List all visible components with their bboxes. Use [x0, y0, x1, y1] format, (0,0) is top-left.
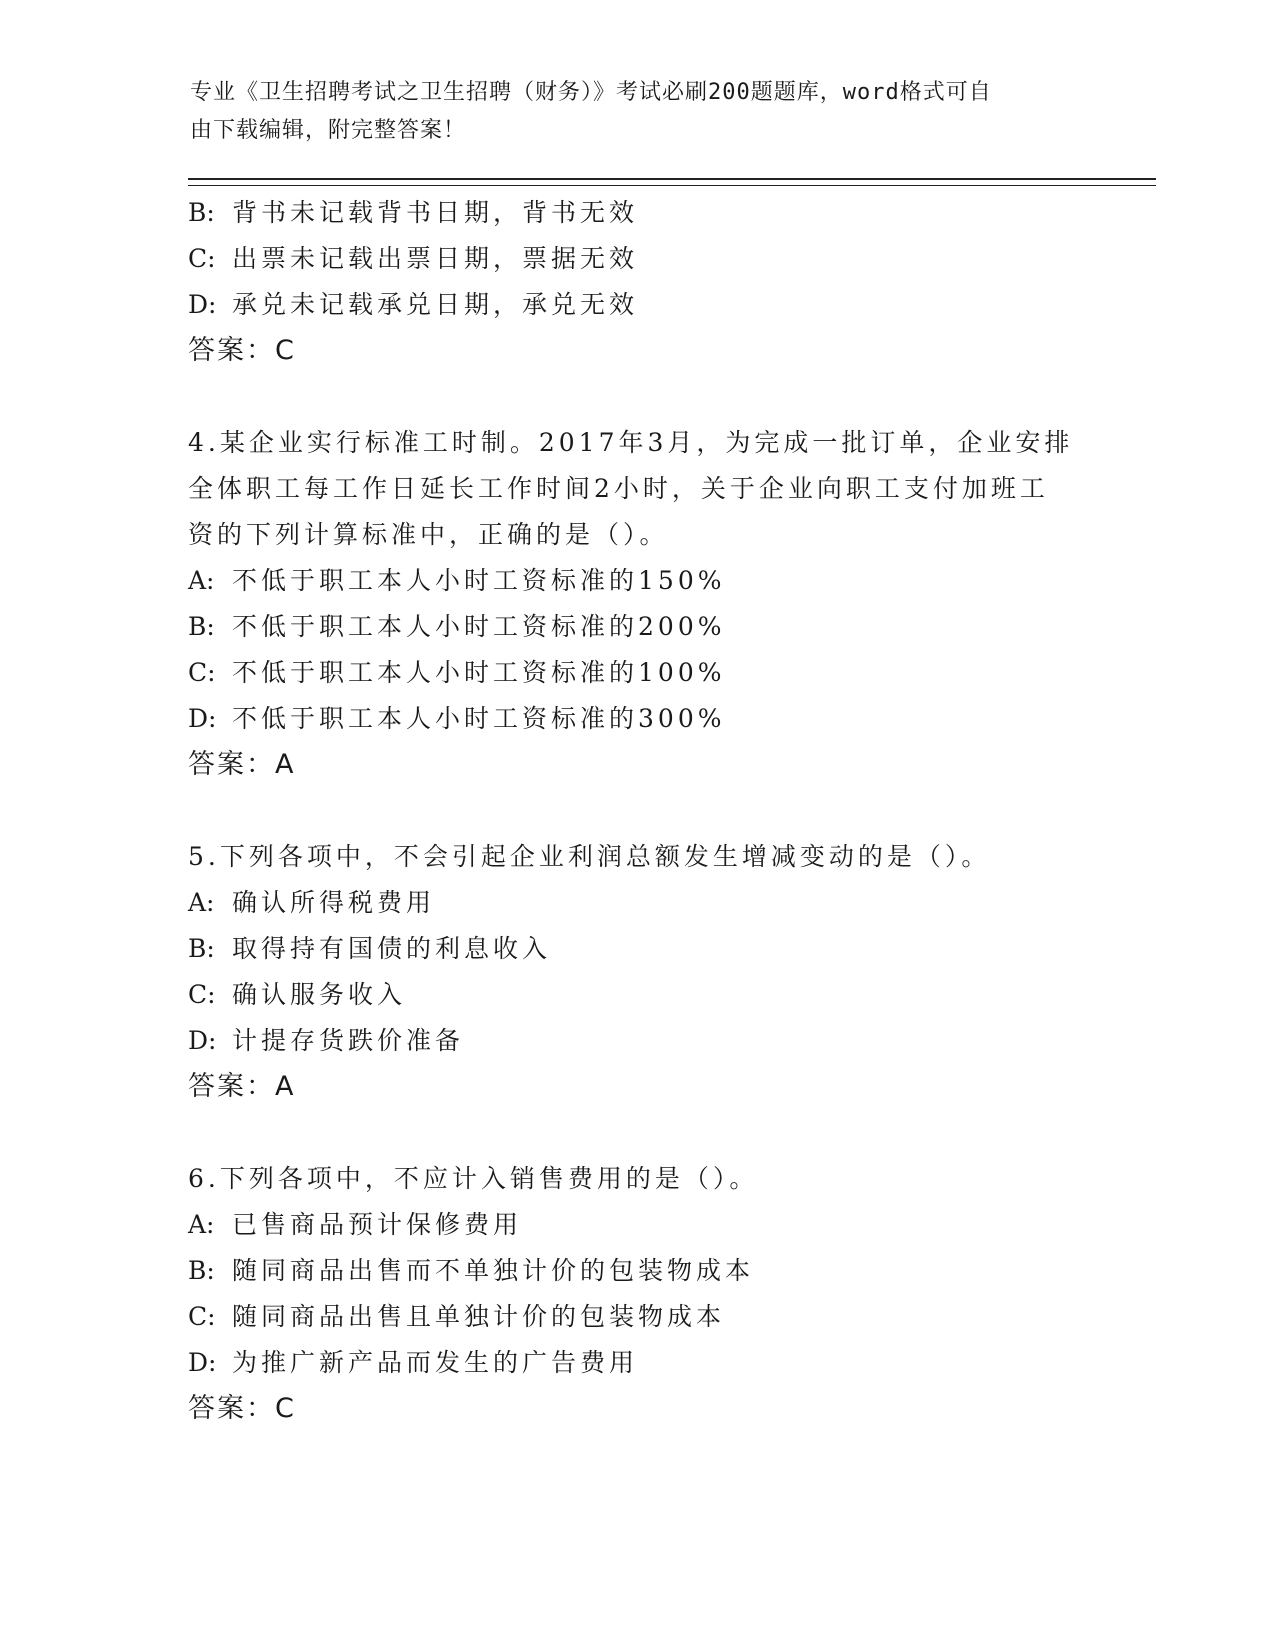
document-body	[188, 190, 1088, 1432]
spacer	[188, 1110, 1088, 1156]
option-c	[188, 1294, 1088, 1340]
option-text: 不低于职工本人小时工资标准的100%	[232, 658, 726, 687]
option-text: 承兑未记载承兑日期，承兑无效	[232, 290, 639, 319]
option-b	[188, 1248, 1088, 1294]
header-divider-thin	[188, 185, 1156, 186]
option-text: 出票未记载出票日期，票据无效	[232, 244, 639, 273]
option-key: D:	[188, 1026, 217, 1055]
option-d	[188, 1340, 1088, 1386]
option-text: 为推广新产品而发生的广告费用	[232, 1348, 639, 1377]
option-key: A:	[188, 1210, 215, 1239]
option-key: B:	[188, 612, 215, 641]
option-key: C:	[188, 980, 216, 1009]
option-key: B:	[188, 934, 215, 963]
option-key: A:	[188, 888, 215, 917]
option-key: D:	[188, 704, 217, 733]
option-text: 随同商品出售且单独计价的包装物成本	[232, 1302, 726, 1331]
option-key: C:	[188, 1302, 216, 1331]
option-key: D:	[188, 290, 217, 319]
header-line-1: 专业《卫生招聘考试之卫生招聘（财务）》考试必刷200题题库，word格式可自	[190, 80, 992, 105]
option-text: 不低于职工本人小时工资标准的300%	[232, 704, 726, 733]
option-text: 不低于职工本人小时工资标准的150%	[232, 566, 726, 595]
question-stem-line: 资的下列计算标准中，正确的是（）。	[188, 520, 669, 549]
option-a	[188, 880, 1088, 926]
spacer	[188, 374, 1088, 420]
document-header	[190, 74, 1070, 150]
option-text: 取得持有国债的利息收入	[232, 934, 552, 963]
option-key: C:	[188, 658, 216, 687]
option-text: 背书未记载背书日期，背书无效	[232, 198, 639, 227]
answer-line: 答案：A	[188, 749, 296, 780]
question-stem-line: 全体职工每工作日延长工作时间2小时，关于企业向职工支付加班工	[188, 474, 1049, 503]
option-text: 确认服务收入	[232, 980, 407, 1009]
option-d	[188, 1018, 1088, 1064]
answer-line: 答案：C	[188, 335, 296, 366]
option-key: A:	[188, 566, 215, 595]
spacer	[188, 788, 1088, 834]
option-text: 计提存货跌价准备	[232, 1026, 465, 1055]
question-5	[188, 834, 1088, 1110]
option-a	[188, 558, 1088, 604]
option-key: B:	[188, 1256, 215, 1285]
answer-line: 答案：A	[188, 1071, 296, 1102]
option-c	[188, 972, 1088, 1018]
question-stem-line: 4.某企业实行标准工时制。2017年3月，为完成一批订单，企业安排	[188, 428, 1074, 457]
header-divider-thick	[188, 178, 1156, 180]
option-d	[188, 696, 1088, 742]
question-6	[188, 1156, 1088, 1432]
question-3-continued	[188, 190, 1088, 374]
question-4	[188, 420, 1088, 788]
option-b	[188, 926, 1088, 972]
option-d	[188, 282, 1088, 328]
answer-line: 答案：C	[188, 1393, 296, 1424]
question-stem-line: 5.下列各项中，不会引起企业利润总额发生增减变动的是（）。	[188, 842, 991, 871]
option-key: D:	[188, 1348, 217, 1377]
option-c	[188, 236, 1088, 282]
option-key: B:	[188, 198, 215, 227]
header-line-2: 由下载编辑，附完整答案！	[190, 118, 467, 143]
option-c	[188, 650, 1088, 696]
question-stem-line: 6.下列各项中，不应计入销售费用的是（）。	[188, 1164, 759, 1193]
option-b	[188, 604, 1088, 650]
option-text: 不低于职工本人小时工资标准的200%	[232, 612, 726, 641]
option-text: 随同商品出售而不单独计价的包装物成本	[232, 1256, 755, 1285]
option-text: 已售商品预计保修费用	[232, 1210, 523, 1239]
option-text: 确认所得税费用	[232, 888, 436, 917]
option-a	[188, 1202, 1088, 1248]
option-key: C:	[188, 244, 216, 273]
option-b	[188, 190, 1088, 236]
